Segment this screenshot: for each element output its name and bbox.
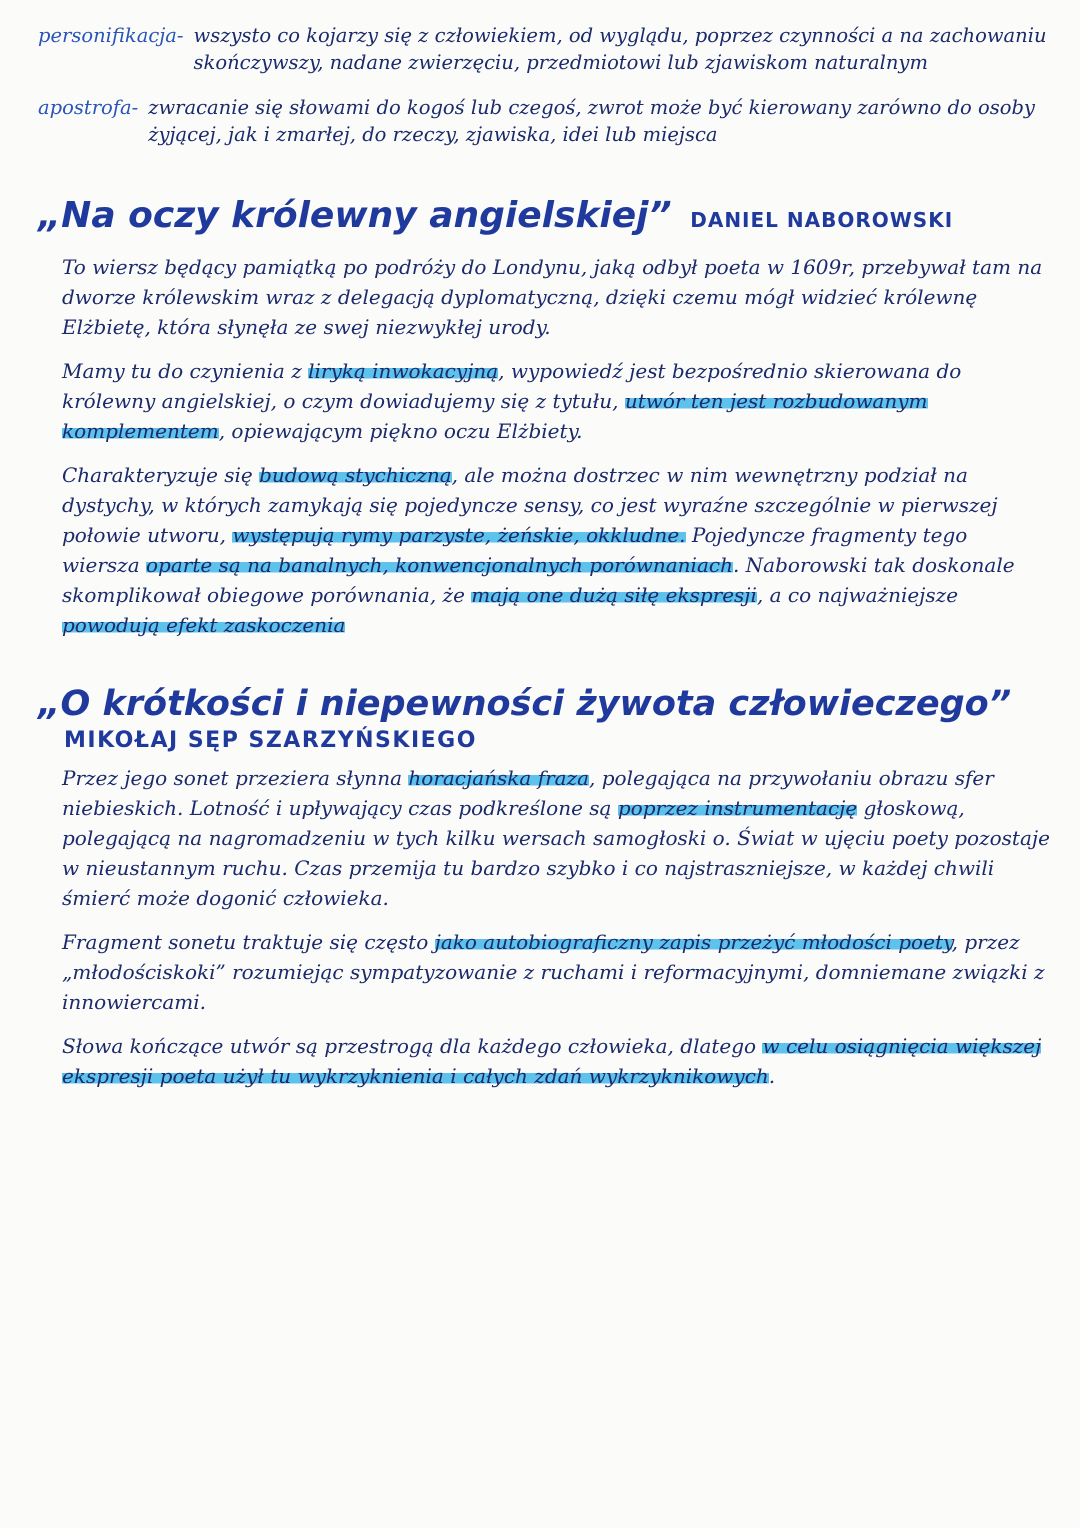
section-2-author: MIKOŁAJ SĘP SZARZYŃSKIEGO xyxy=(64,728,477,753)
section-2-heading xyxy=(38,682,1050,726)
paragraph-text: Fragment sonetu traktuje się często xyxy=(62,930,435,954)
paragraph-text: Pojedyncze fragmenty tego wiersza xyxy=(62,523,968,577)
highlighted-text: poprzez instrumentację xyxy=(617,796,858,820)
paragraph xyxy=(62,927,1050,1017)
definition-apostrofa xyxy=(38,94,1050,148)
highlighted-text: w celu osiągnięcia większej ekspresji poeta użył tu wykrzyknienia i całych zdań wykrzyknikowych xyxy=(62,1034,1042,1088)
paragraph-text: Przez jego sonet przeziera słynna xyxy=(62,766,409,790)
section-2-body xyxy=(38,763,1050,1091)
paragraph-text: , polegająca na przywołaniu obrazu sfer niebieskich. Lotność i upływający czas podkreślone są xyxy=(62,766,994,820)
paragraph xyxy=(62,460,1050,640)
highlighted-text: utwór ten jest rozbudowanym komplementem xyxy=(62,389,928,443)
paragraph-text: , opiewającym piękno oczu Elżbiety. xyxy=(218,419,583,443)
paragraph-text: To wiersz będący pamiątką po podróży do Londynu, jaką odbył poeta w 1609r, przebywał tam na dworze królewskim wraz z delegacją dyplomatyczną, dzięki czemu mógł widzieć królewnę Elżbietę, która słynęła ze swej niezwykłej urody. xyxy=(62,255,1043,339)
paragraph-text: . xyxy=(768,1064,776,1088)
paragraph-text: , a co najważniejsze xyxy=(756,583,959,607)
paragraph-text: , wypowiedź jest bezpośrednio skierowana do królewny angielskiej, o czym dowiadujemy się z tytułu, xyxy=(62,359,962,413)
paragraph xyxy=(62,356,1050,446)
definition-text: zwracanie się słowami do kogoś lub czegoś, zwrot może być kierowany zarówno do osoby żyjącej, jak i zmarłej, do rzeczy, zjawiska, idei lub miejsca xyxy=(148,96,1035,146)
section-2-title: „O krótkości i niepewności żywota człowieczego” xyxy=(38,684,1012,724)
highlighted-text: mają one dużą siłę ekspresji xyxy=(471,583,757,607)
highlighted-text: oparte są na banalnych, konwencjonalnych porównaniach xyxy=(146,553,733,577)
definition-term: apostrofa- xyxy=(38,96,139,119)
paragraph-text: Mamy tu do czynienia z xyxy=(62,359,309,383)
highlighted-text: horacjańska fraza xyxy=(408,766,590,790)
definition-term: personifikacja- xyxy=(38,24,184,47)
section-1-author: DANIEL NABOROWSKI xyxy=(690,208,954,232)
section-1-heading xyxy=(38,194,1050,242)
section-1-title: „Na oczy królewny angielskiej” xyxy=(38,195,672,236)
definition-personifikacja xyxy=(38,22,1050,76)
paragraph-text: . Naborowski tak doskonale skomplikował obiegowe porównania, że xyxy=(62,553,1015,607)
paragraph-text: Słowa kończące utwór są przestrogą dla każdego człowieka, dlatego xyxy=(62,1034,763,1058)
highlighted-text: występują rymy parzyste, żeńskie, okkludne. xyxy=(232,523,686,547)
highlighted-text: liryką inwokacyjną xyxy=(308,359,499,383)
paragraph-text: głoskową, polegającą na nagromadzeniu w tych kilku wersach samogłoski o. Świat w ujęciu poety pozostaje w nieustannym ruchu. Czas przemija tu bardzo szybko i co najstraszniejsze, w każdej chwili śmierć może dogonić człowieka. xyxy=(62,796,1050,910)
paragraph-text: Charakteryzuje się xyxy=(62,463,260,487)
section-1-body xyxy=(38,252,1050,640)
paragraph xyxy=(62,1031,1050,1091)
paragraph-text: , ale można dostrzec w nim wewnętrzny podział na dystychy, w których zamykają się pojedyncze sensy, co jest wyraźne szczególnie w pierwszej połowie utworu, xyxy=(62,463,998,547)
definition-text: wszysto co kojarzy się z człowiekiem, od wyglądu, poprzez czynności a na zachowaniu skończywszy, nadane zwierzęciu, przedmiotowi lub zjawiskom naturalnym xyxy=(193,24,1047,74)
highlighted-text: jako autobiograficzny zapis przeżyć młodości poety xyxy=(434,930,952,954)
paragraph-text: , przez „młodościskoki” rozumiejąc sympatyzowanie z ruchami i reformacyjnymi, domniemane związki z innowiercami. xyxy=(62,930,1045,1014)
paragraph xyxy=(62,763,1050,913)
paragraph xyxy=(62,252,1050,342)
highlighted-text: powodują efekt zaskoczenia xyxy=(62,613,346,637)
highlighted-text: budową stychiczną xyxy=(259,463,452,487)
